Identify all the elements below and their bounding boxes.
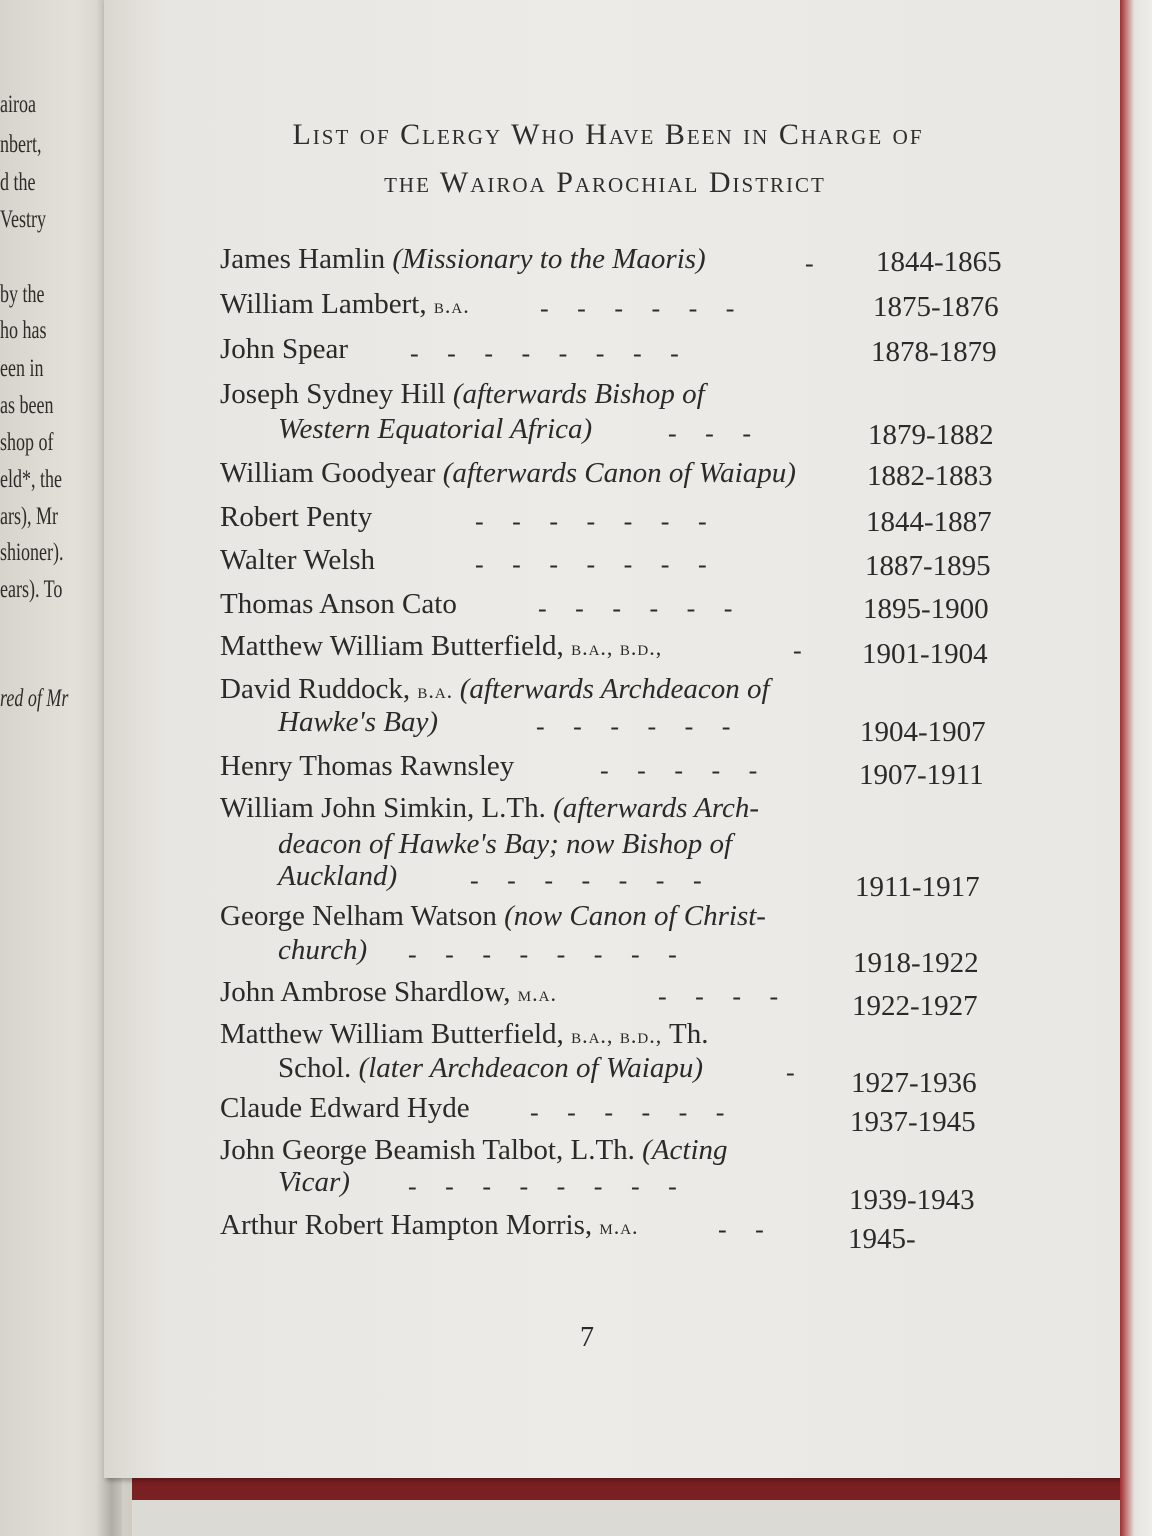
left-text-line: shioner). <box>0 539 64 566</box>
clergy-continuation <box>278 1166 350 1199</box>
left-text-line: ears). To <box>0 576 63 603</box>
clergy-years: 1945- <box>848 1223 916 1255</box>
dash-leader: - - - - - - <box>530 1098 725 1127</box>
clergy-continuation-text: church) <box>278 934 368 966</box>
clergy-name: George Nelham Watson <box>220 900 505 932</box>
clergy-name-line <box>220 673 770 706</box>
clergy-degree: m.a. <box>599 1214 639 1239</box>
clergy-continuation <box>278 706 438 739</box>
clergy-years: 1882-1883 <box>867 460 993 492</box>
clergy-degree: m.a. <box>517 981 557 1006</box>
left-text-line: shop of <box>0 429 54 456</box>
clergy-years: 1901-1904 <box>862 638 988 670</box>
clergy-name: David Ruddock, <box>220 673 418 705</box>
clergy-name: Claude Edward Hyde <box>220 1092 470 1124</box>
left-text-line: ars), Mr <box>0 503 58 530</box>
clergy-note: (afterwards Archdeacon of <box>459 673 770 705</box>
clergy-continuation-text: deacon of Hawke's Bay; now Bishop of <box>278 828 733 860</box>
clergy-degree: b.a., b.d., <box>571 1023 663 1048</box>
left-text-line: een in <box>0 355 44 382</box>
clergy-name-line <box>220 243 706 276</box>
dash-leader: - - - - - - - - <box>408 940 677 969</box>
left-text-line: airoa <box>0 91 36 118</box>
clergy-name-line <box>220 378 705 411</box>
list-heading-line-1: List of Clergy Who Have Been in Charge of <box>292 118 924 151</box>
clergy-name-line <box>220 544 375 577</box>
dash-leader: - - - <box>668 419 751 448</box>
clergy-years: 1875-1876 <box>873 291 999 323</box>
clergy-years: 1904-1907 <box>860 716 986 748</box>
clergy-years: 1937-1945 <box>850 1106 976 1138</box>
clergy-name-line <box>220 900 766 933</box>
clergy-name: Thomas Anson Cato <box>220 588 457 620</box>
clergy-name-line <box>220 792 759 825</box>
left-text-line: Vestry <box>0 206 47 233</box>
dash-leader: - <box>805 249 814 278</box>
left-text-line: as been <box>0 392 54 419</box>
dash-leader: - - - - - - - <box>475 550 707 579</box>
clergy-continuation-2: Auckland) <box>278 860 398 892</box>
dash-leader: - - - - <box>658 982 779 1011</box>
list-heading-line-2: the Wairoa Parochial District <box>384 166 826 199</box>
dash-leader: - - - - - <box>600 756 758 785</box>
clergy-years: 1918-1922 <box>853 947 979 979</box>
dash-leader: - - <box>718 1215 764 1244</box>
dash-leader: - - - - - - <box>538 594 733 623</box>
left-text-line: ho has <box>0 317 47 344</box>
clergy-note: (Missionary to the Maoris) <box>392 243 706 275</box>
clergy-continuation-text: Western Equatorial Africa) <box>278 413 593 445</box>
clergy-continuation <box>278 934 367 967</box>
clergy-continuation-note: (later Archdeacon of Waiapu) <box>358 1052 704 1084</box>
page-number: 7 <box>580 1322 594 1353</box>
clergy-note: (now Canon of Christ- <box>504 900 766 932</box>
clergy-years: 1844-1865 <box>876 246 1002 278</box>
clergy-name: Arthur Robert Hampton Morris, <box>220 1209 600 1241</box>
clergy-name-line <box>220 288 470 321</box>
clergy-continuation-text: Schol. <box>278 1052 359 1084</box>
page-edge <box>1120 0 1152 1536</box>
dash-leader: - - - - - - <box>540 294 735 323</box>
clergy-years: 1911-1917 <box>855 871 980 903</box>
clergy-continuation-text: Hawke's Bay) <box>278 706 439 738</box>
clergy-years: 1907-1911 <box>859 759 984 791</box>
clergy-name-line <box>220 457 796 490</box>
clergy-years: 1895-1900 <box>863 593 989 625</box>
clergy-name: Matthew William Butterfield, <box>220 1018 572 1050</box>
clergy-continuation <box>278 1052 703 1085</box>
clergy-name: Robert Penty <box>220 501 373 533</box>
clergy-name-line <box>220 333 348 366</box>
left-text-line: red of Mr <box>0 685 69 712</box>
clergy-name: Henry Thomas Rawnsley <box>220 750 515 782</box>
clergy-years: 1927-1936 <box>851 1067 977 1099</box>
clergy-continuation-text: Vicar) <box>278 1166 350 1198</box>
clergy-name: William John Simkin, L.Th. <box>220 792 554 824</box>
clergy-name-line <box>220 1018 708 1051</box>
dash-leader: - - - - - - - <box>475 507 707 536</box>
clergy-name-line <box>220 588 457 621</box>
clergy-name-line <box>220 1134 728 1167</box>
clergy-years: 1887-1895 <box>865 550 991 582</box>
clergy-name-line <box>220 750 514 783</box>
dash-leader: - <box>793 636 802 665</box>
clergy-note: (Acting <box>642 1134 728 1166</box>
clergy-years: 1844-1887 <box>866 506 992 538</box>
clergy-note: (afterwards Canon of Waiapu) <box>442 457 796 489</box>
clergy-degree: b.a. <box>433 293 470 318</box>
dash-leader: - <box>786 1058 795 1087</box>
clergy-continuation <box>278 413 592 446</box>
clergy-name: William Goodyear <box>220 457 443 489</box>
clergy-note: (afterwards Arch- <box>553 792 760 824</box>
clergy-name-line <box>220 1209 639 1242</box>
dash-leader: - - - - - - <box>536 712 731 741</box>
left-text-line: d the <box>0 169 36 196</box>
clergy-continuation <box>278 828 732 861</box>
clergy-name: John George Beamish Talbot, L.Th. <box>220 1134 643 1166</box>
dash-leader: - - - - - - - - <box>408 1172 677 1201</box>
clergy-name: James Hamlin <box>220 243 393 275</box>
clergy-name: William Lambert, <box>220 288 434 320</box>
clergy-name-line <box>220 630 662 663</box>
dash-leader: - - - - - - - - <box>410 339 679 368</box>
clergy-name: John Spear <box>220 333 349 365</box>
clergy-name: Matthew William Butterfield, <box>220 630 572 662</box>
clergy-degree: b.a., b.d., <box>571 635 663 660</box>
clergy-years: 1939-1943 <box>849 1184 975 1216</box>
left-text-line: eld*, the <box>0 466 62 493</box>
clergy-years: 1879-1882 <box>868 419 994 451</box>
clergy-years: 1922-1927 <box>852 990 978 1022</box>
clergy-name-tail: Th. <box>662 1018 709 1050</box>
clergy-years: 1878-1879 <box>871 336 997 368</box>
left-text-line: by the <box>0 281 45 308</box>
clergy-name-line <box>220 501 372 534</box>
clergy-name: Walter Welsh <box>220 544 376 576</box>
clergy-name-line <box>220 1092 470 1125</box>
clergy-name: John Ambrose Shardlow, <box>220 976 518 1008</box>
left-text-line: nbert, <box>0 131 42 158</box>
dash-leader: - - - - - - - <box>470 866 702 895</box>
clergy-name-line <box>220 976 557 1009</box>
clergy-note: (afterwards Bishop of <box>452 378 705 410</box>
clergy-degree: b.a. <box>417 678 460 703</box>
clergy-name: Joseph Sydney Hill <box>220 378 453 410</box>
